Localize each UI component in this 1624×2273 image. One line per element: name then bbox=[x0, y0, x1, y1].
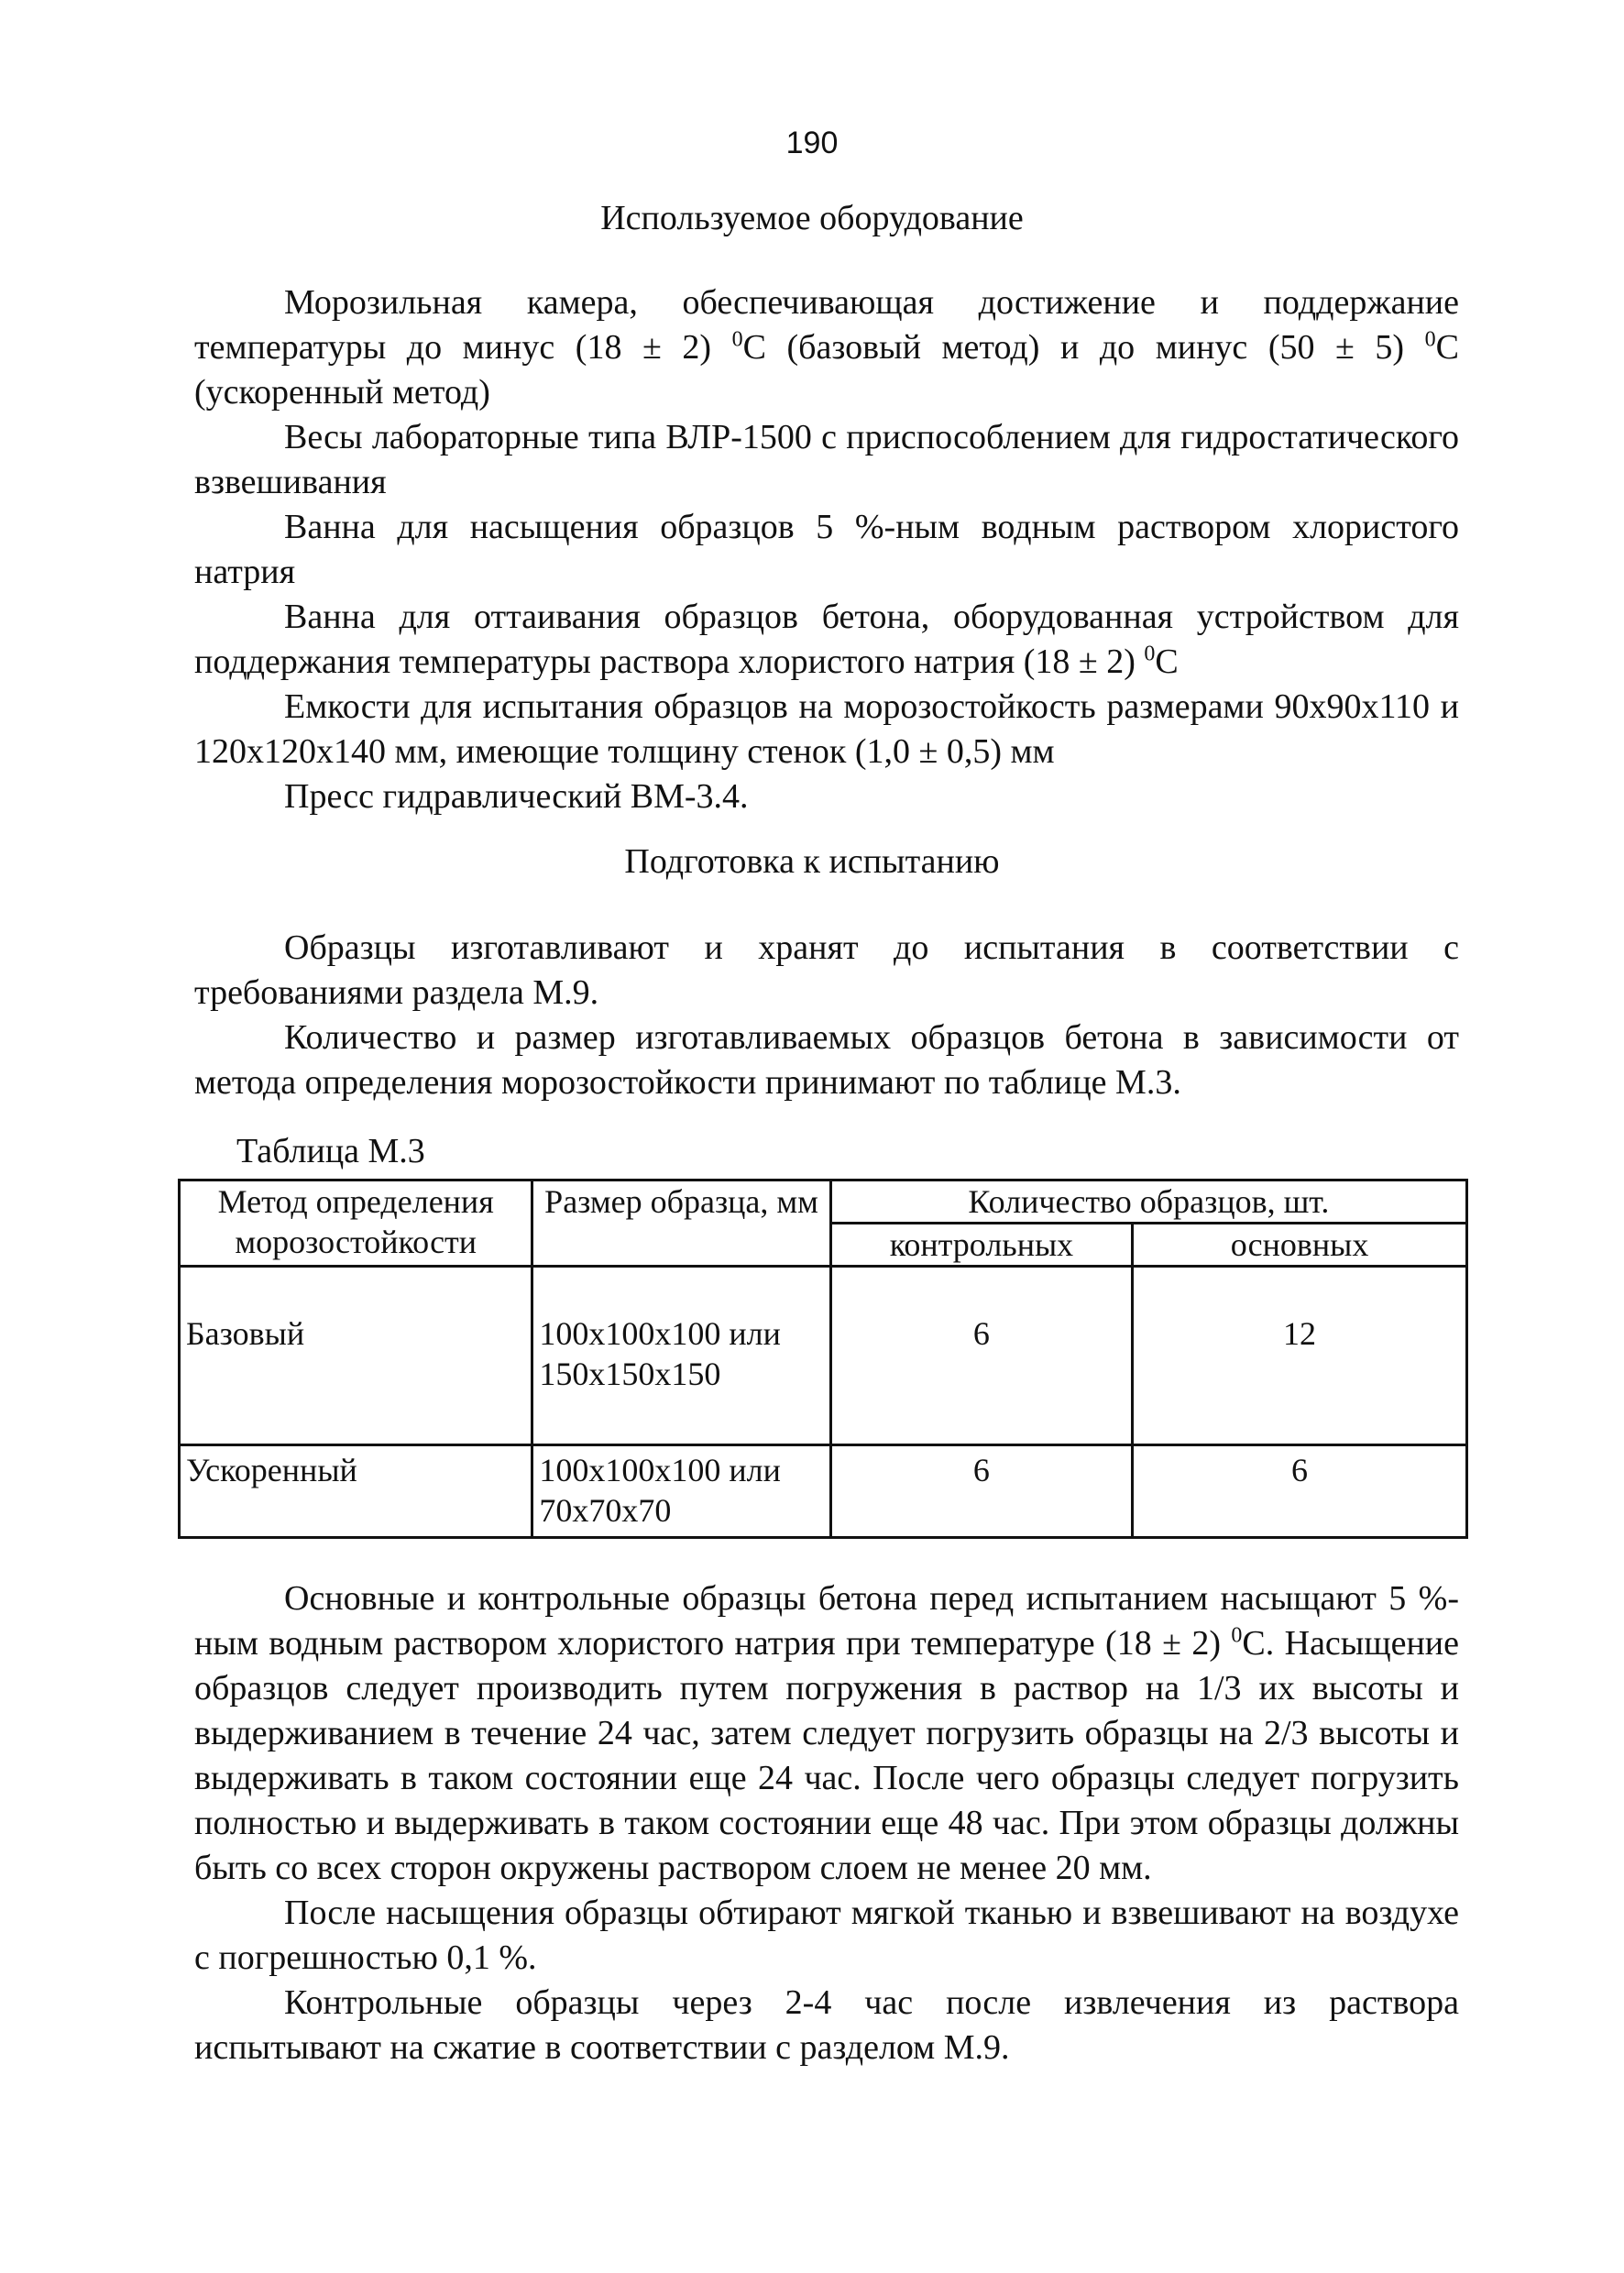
equipment-item: Ванна для насыщения образцов 5 %-ным водным раствором хлористого натрия bbox=[194, 508, 1459, 591]
body-paragraph: Контрольные образцы через 2-4 час после извлечения из раствора испытывают на сжатие в соответствии с разделом М.9. bbox=[194, 1983, 1459, 2067]
cell-control: 6 bbox=[830, 1267, 1132, 1445]
cell-main: 6 bbox=[1133, 1445, 1467, 1538]
body-paragraph: Основные и контрольные образцы бетона перед испытанием насыщают 5 %-ным водным раствором хлористого натрия при температуре (18 ± 2) $^0$С. Насыщение образцов следует производить путем погружения в раствор на 1/3 их высоты и выдерживанием в течение 24 час, затем следует погрузить образцы на 2/3 высоты и выдерживать в таком состоянии еще 24 час. После чего образцы следует погрузить полностью и выдерживать в таком состоянии еще 48 час. При этом образцы должны быть со всех сторон окружены раствором слоем не менее 20 мм. bbox=[194, 1579, 1459, 1887]
degree-sign: 0 bbox=[731, 327, 743, 352]
header-control: контрольных bbox=[830, 1224, 1132, 1267]
heading-preparation: Подготовка к испытанию bbox=[624, 842, 1000, 881]
preparation-text bbox=[194, 926, 1459, 1105]
cell-main: 12 bbox=[1133, 1267, 1467, 1445]
saturation-text bbox=[194, 1576, 1459, 2070]
samples-table bbox=[178, 1179, 1468, 1539]
equipment-list bbox=[194, 280, 1459, 819]
header-main: основных bbox=[1133, 1224, 1467, 1267]
preparation-paragraph: Образцы изготавливают и хранят до испытания в соответствии с требованиями раздела М.9. bbox=[194, 928, 1459, 1012]
cell-method: Базовый bbox=[180, 1267, 532, 1445]
page-number: 190 bbox=[785, 126, 839, 160]
header-size: Размер образца, мм bbox=[532, 1180, 830, 1267]
cell-control: 6 bbox=[830, 1445, 1132, 1538]
equipment-item: Пресс гидравлический ВМ-3.4. bbox=[284, 777, 749, 816]
cell-size: 100х100х100 или 150х150х150 bbox=[532, 1267, 830, 1445]
degree-sign: 0 bbox=[1231, 1623, 1243, 1648]
cell-method: Ускоренный bbox=[180, 1445, 532, 1538]
table-row bbox=[180, 1267, 1467, 1445]
cell-size: 100х100х100 или 70х70х70 bbox=[532, 1445, 830, 1538]
heading-equipment: Используемое оборудование bbox=[600, 199, 1024, 237]
degree-sign: 0 bbox=[1424, 327, 1436, 352]
header-count: Количество образцов, шт. bbox=[830, 1180, 1466, 1224]
equipment-item: Весы лабораторные типа ВЛР-1500 с приспособлением для гидростатического взвешивания bbox=[194, 418, 1459, 501]
table-caption: Таблица М.3 bbox=[236, 1132, 425, 1170]
preparation-paragraph: Количество и размер изготавливаемых образцов бетона в зависимости от метода определения морозостойкости принимают по таблице М.3. bbox=[194, 1018, 1459, 1102]
equipment-item: Емкости для испытания образцов на морозостойкость размерами 90х90х110 и 120х120х140 мм, имеющие толщину стенок (1,0 ± 0,5) мм bbox=[194, 687, 1459, 771]
body-paragraph: После насыщения образцы обтирают мягкой тканью и взвешивают на воздухе с погрешностью 0,1 %. bbox=[194, 1894, 1459, 1977]
table-row bbox=[180, 1445, 1467, 1538]
table-header-row bbox=[180, 1180, 1467, 1224]
degree-sign: 0 bbox=[1144, 642, 1156, 666]
equipment-item: Морозильная камера, обеспечивающая достижение и поддержание температуры до минус (18 ± 2) $^0$С (базовый метод) и до минус (50 ± 5) $^0$С (ускоренный метод) bbox=[194, 283, 1459, 412]
header-method: Метод определения морозостойкости bbox=[180, 1180, 532, 1267]
equipment-item: Ванна для оттаивания образцов бетона, оборудованная устройством для поддержания температуры раствора хлористого натрия (18 ± 2) $^0$С bbox=[194, 598, 1459, 681]
